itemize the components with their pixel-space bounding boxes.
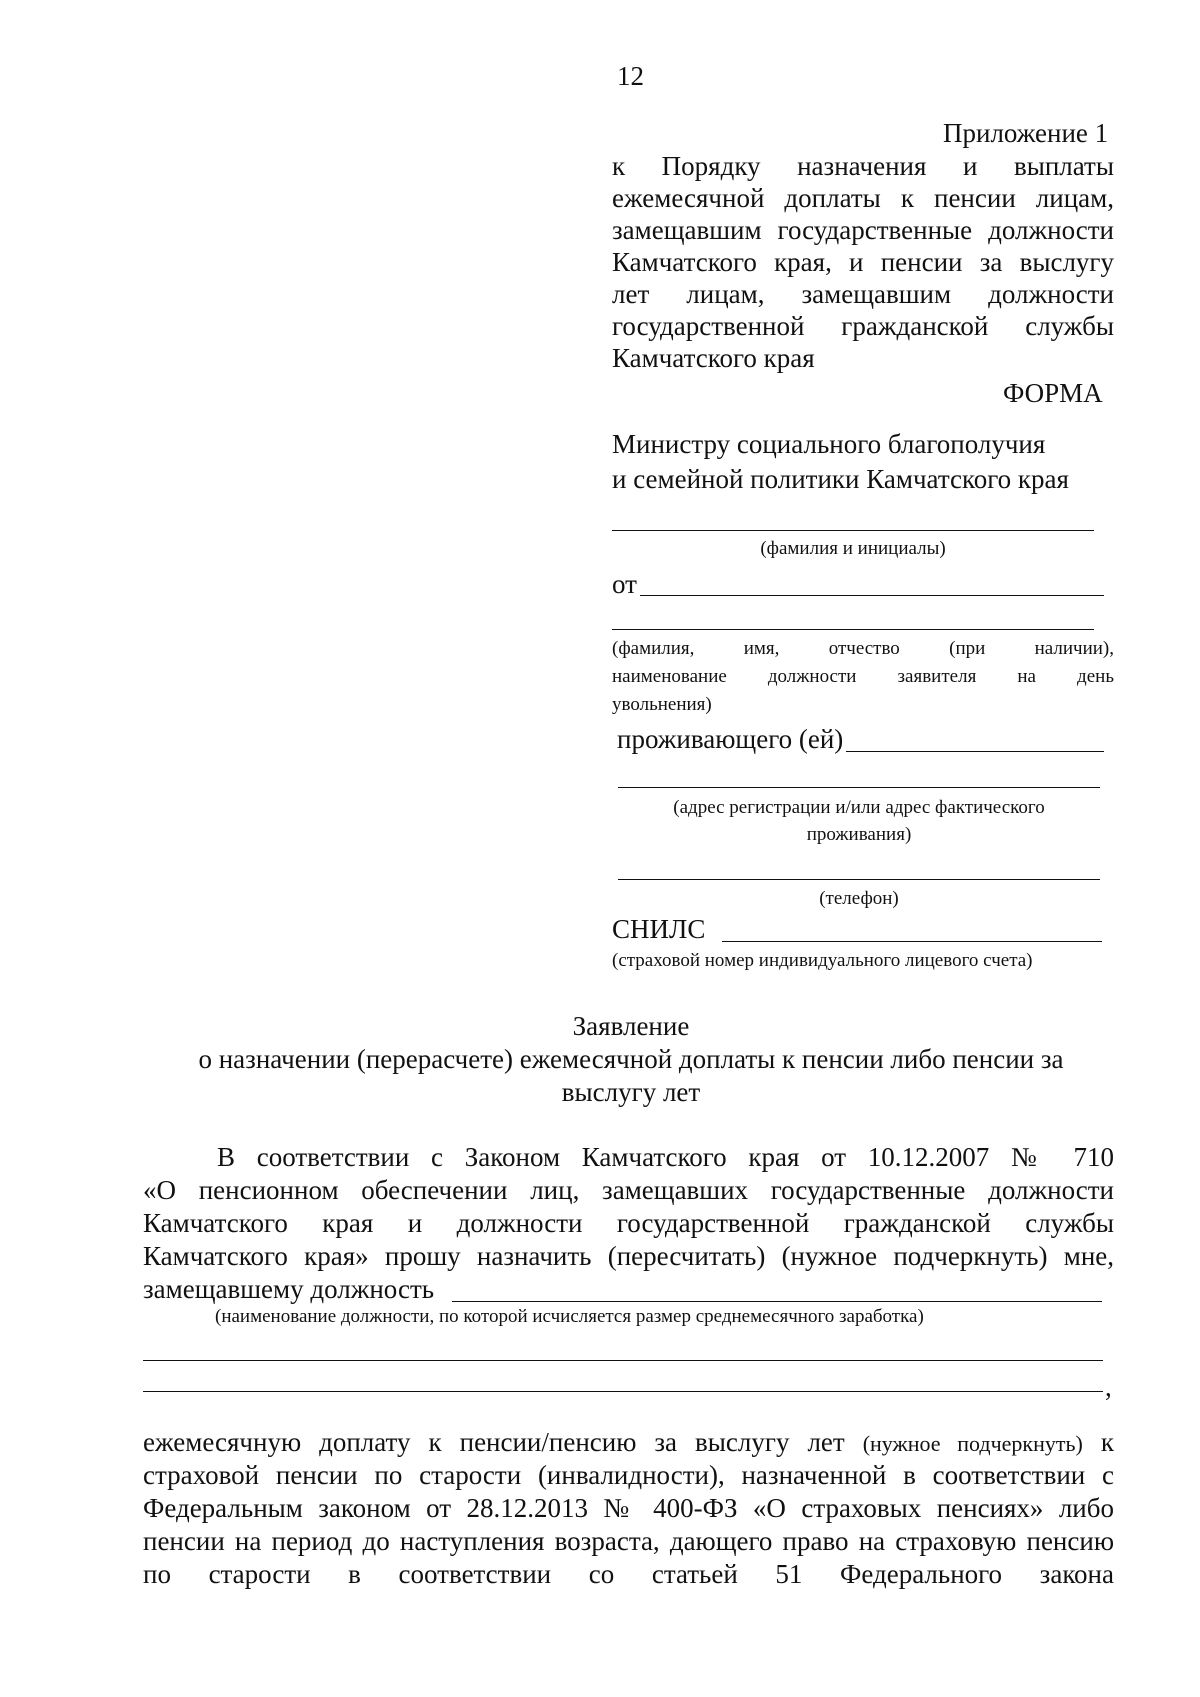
body-line: «О пенсионном обеспечении лиц, замещавших государственные должности xyxy=(143,1175,1114,1205)
appendix-line: ежемесячной доплаты к пенсии лицам, xyxy=(612,183,1114,213)
body-line: по старости в соответствии со статьей 51 Федерального закона xyxy=(143,1559,1114,1589)
position-label: замещавшему должность xyxy=(143,1274,435,1304)
from-label: от xyxy=(612,569,637,599)
page-number: 12 xyxy=(617,61,644,91)
snils-label: СНИЛС xyxy=(612,914,706,944)
statement-subtitle: о назначении (перерасчете) ежемесячной доплаты к пенсии либо пенсии за xyxy=(198,1044,1064,1074)
from-caption-line: наименование должности заявителя на день xyxy=(612,666,1114,687)
residence-field-2[interactable] xyxy=(618,787,1100,788)
body-text: ежемесячную доплату к пенсии/пенсию за выслугу лет xyxy=(143,1427,845,1457)
body-line: страховой пенсии по старости (инвалидности), назначенной в соответствии с xyxy=(143,1460,1114,1490)
addressee-line: и семейной политики Камчатского края xyxy=(612,464,1069,494)
from-name-field-2[interactable] xyxy=(612,629,1094,630)
position-field-3[interactable] xyxy=(143,1391,1103,1392)
residence-caption: проживания) xyxy=(806,824,912,845)
from-name-field[interactable] xyxy=(640,595,1104,596)
phone-caption: (телефон) xyxy=(819,888,899,909)
phone-field[interactable] xyxy=(618,879,1100,880)
body-small-text: (нужное подчеркнуть) xyxy=(862,1431,1083,1456)
body-text: к xyxy=(1100,1427,1114,1457)
form-label: ФОРМА xyxy=(1003,378,1103,408)
appendix-line: Камчатского края, и пенсии за выслугу xyxy=(612,247,1114,277)
residence-caption: (адрес регистрации и/или адрес фактического xyxy=(673,797,1045,818)
residence-field[interactable] xyxy=(846,751,1104,752)
body-comma: , xyxy=(1105,1372,1112,1402)
snils-field[interactable] xyxy=(722,941,1102,942)
appendix-line: лет лицам, замещавшим должности xyxy=(612,279,1114,309)
addressee-caption: (фамилия и инициалы) xyxy=(760,538,946,559)
position-caption: (наименование должности, по которой исчисляется размер среднемесячного заработка) xyxy=(215,1306,924,1327)
from-caption-line: (фамилия, имя, отчество (при наличии), xyxy=(612,638,1114,659)
statement-title: Заявление xyxy=(572,1011,690,1041)
statement-subtitle: выслугу лет xyxy=(561,1077,701,1107)
appendix-title: Приложение 1 xyxy=(943,118,1109,148)
appendix-line: к Порядку назначения и выплаты xyxy=(612,151,1114,181)
addressee-name-field[interactable] xyxy=(612,530,1094,531)
position-field-2[interactable] xyxy=(143,1360,1103,1361)
body-line: В соответствии с Законом Камчатского края от 10.12.2007 № 710 xyxy=(217,1142,1114,1172)
snils-caption: (страховой номер индивидуального лицевого счета) xyxy=(612,950,1033,971)
body-line xyxy=(143,1426,1114,1460)
appendix-line: Камчатского края xyxy=(612,343,815,373)
residence-label: проживающего (ей) xyxy=(617,724,844,754)
appendix-line: замещавшим государственные должности xyxy=(612,215,1114,245)
from-caption-line: увольнения) xyxy=(612,694,712,715)
appendix-line: государственной гражданской службы xyxy=(612,311,1114,341)
body-line: Камчатского края и должности государственной гражданской службы xyxy=(143,1208,1114,1238)
body-line: Федеральным законом от 28.12.2013 № 400-ФЗ «О страховых пенсиях» либо xyxy=(143,1493,1114,1523)
addressee-line: Министру социального благополучия xyxy=(612,429,1046,459)
body-line: Камчатского края» прошу назначить (пересчитать) (нужное подчеркнуть) мне, xyxy=(143,1241,1114,1271)
body-line: пенсии на период до наступления возраста, дающего право на страховую пенсию xyxy=(143,1526,1114,1556)
position-field[interactable] xyxy=(452,1301,1102,1302)
